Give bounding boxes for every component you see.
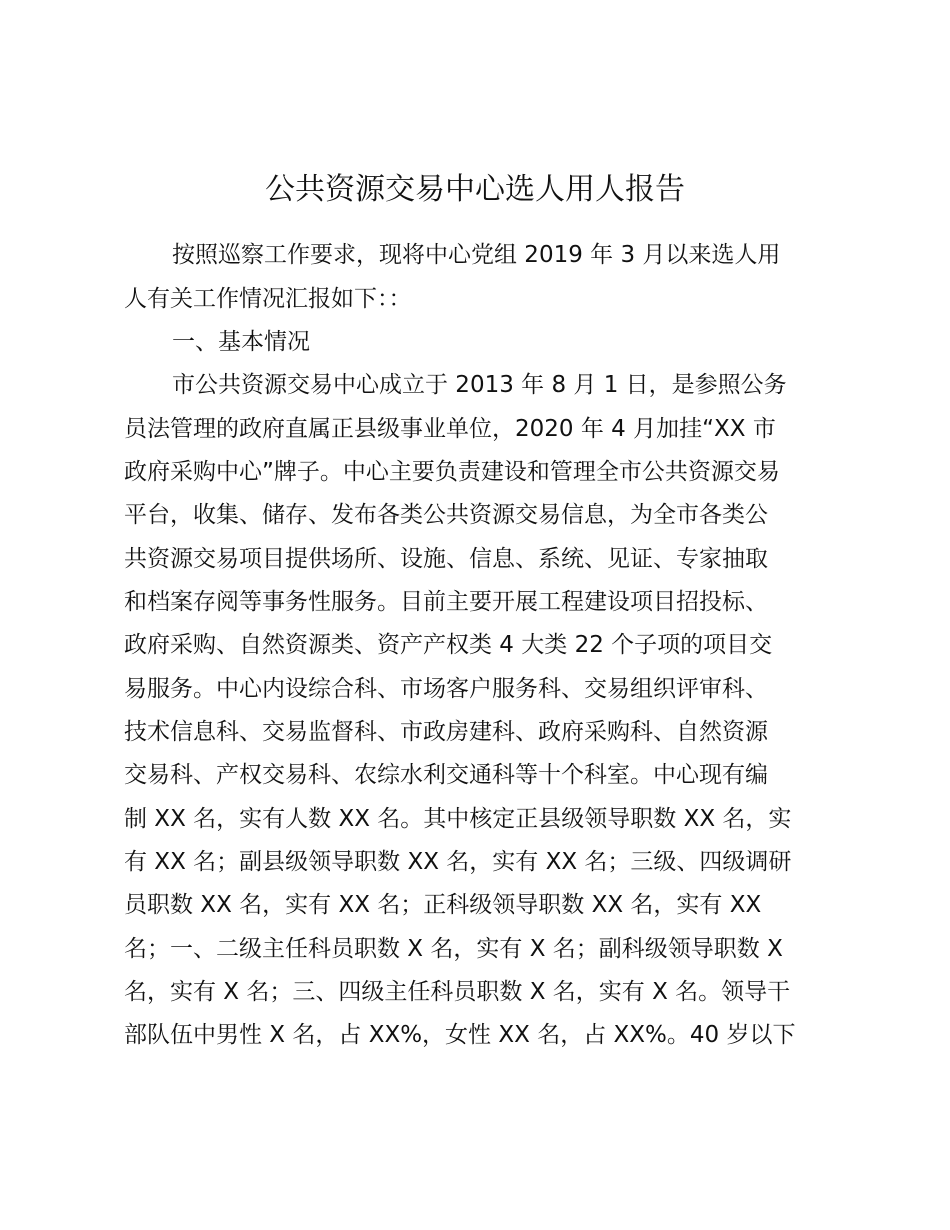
paragraph-2-line-15: 名，实有 X 名；三、四级主任科员职数 X 名，实有 X 名。领导干 [124, 979, 791, 1005]
paragraph-2-line-11: 制 XX 名，实有人数 XX 名。其中核定正县级领导职数 XX 名，实 [124, 806, 792, 832]
section-heading: 一、基本情况 [172, 329, 310, 355]
paragraph-2-line-2: 员法管理的政府直属正县级事业单位，2020 年 4 月加挂“XX 市 [124, 416, 776, 442]
paragraph-2-line-5: 共资源交易项目提供场所、设施、信息、系统、见证、专家抽取 [124, 546, 768, 572]
paragraph-2-line-4: 平台，收集、储存、发布各类公共资源交易信息，为全市各类公 [124, 502, 768, 528]
paragraph-2-line-9: 技术信息科、交易监督科、市政房建科、政府采购科、自然资源 [124, 719, 768, 745]
paragraph-2-line-12: 有 XX 名；副县级领导职数 XX 名，实有 XX 名；三级、四级调研 [124, 849, 792, 875]
paragraph-2-line-7: 政府采购、自然资源类、资产产权类 4 大类 22 个子项的项目交 [124, 632, 773, 658]
paragraph-2-line-6: 和档案存阅等事务性服务。目前主要开展工程建设项目招投标、 [124, 589, 768, 615]
paragraph-2-line-8: 易服务。中心内设综合科、市场客户服务科、交易组织评审科、 [124, 676, 768, 702]
document-title: 公共资源交易中心选人用人报告 [265, 172, 685, 207]
paragraph-2-line-13: 员职数 XX 名，实有 XX 名；正科级领导职数 XX 名，实有 XX [124, 892, 762, 918]
paragraph-2-line-14: 名；一、二级主任科员职数 X 名，实有 X 名；副科级领导职数 X [124, 936, 783, 962]
paragraph-1-line-2: 人有关工作情况汇报如下：： [124, 286, 412, 312]
paragraph-2-line-16: 部队伍中男性 X 名，占 XX%，女性 XX 名，占 XX%。40 岁以下 [124, 1022, 796, 1048]
paragraph-2-line-1: 市公共资源交易中心成立于 2013 年 8 月 1 日，是参照公务 [172, 372, 787, 398]
paragraph-2-line-10: 交易科、产权交易科、农综水利交通科等十个科室。中心现有编 [124, 762, 768, 788]
paragraph-1-line-1: 按照巡察工作要求，现将中心党组 2019 年 3 月以来选人用 [172, 242, 781, 268]
paragraph-2-line-3: 政府采购中心”牌子。中心主要负责建设和管理全市公共资源交易 [124, 459, 780, 485]
